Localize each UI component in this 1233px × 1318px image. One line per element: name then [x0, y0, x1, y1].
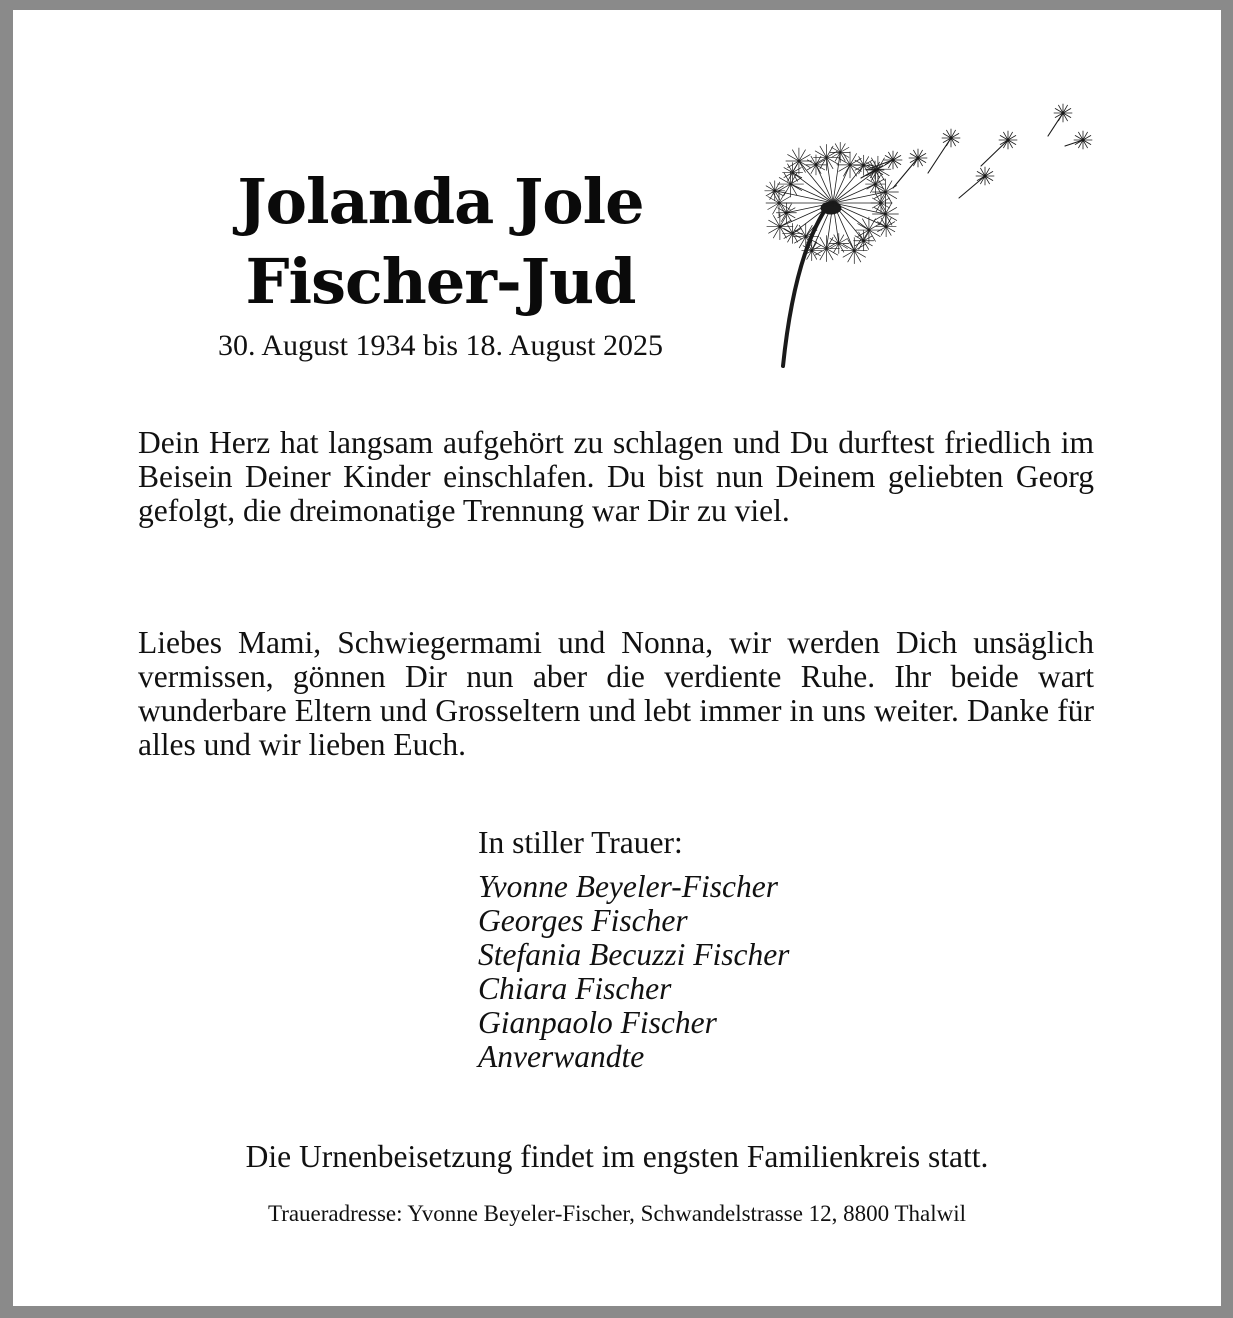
mourning-address: Traueradresse: Yvonne Beyeler-Fischer, Schwandelstrasse 12, 8800 Thalwil — [267, 1201, 967, 1226]
burial-note: Die Urnenbeisetzung findet im engsten Familienkreis statt. — [245, 1139, 989, 1174]
mourner-name: Stefania Becuzzi Fischer — [478, 937, 790, 972]
mourner-name: Yvonne Beyeler-Fischer — [478, 869, 778, 904]
dandelion-icon — [753, 98, 1093, 373]
mourner-name: Georges Fischer — [478, 903, 688, 938]
mourning-label: In stiller Trauer: — [478, 825, 683, 860]
life-dates: 30. August 1934 bis 18. August 2025 — [217, 329, 664, 362]
mourner-name: Gianpaolo Fischer — [478, 1005, 717, 1040]
obituary-page — [13, 10, 1221, 1306]
text-paragraph-1: Dein Herz hat langsam aufgehört zu schlagen und Du durftest friedlich im Beisein Deiner Kinder einschlafen. Du bist nun Deinem geliebten Georg gefolgt, die dreimonatige Trennung war Dir zu viel. — [138, 425, 1094, 528]
mourners-list — [478, 870, 789, 1074]
deceased-name-first: Jolanda Jole — [237, 165, 644, 238]
text-paragraph-2: Liebes Mami, Schwiegermami und Nonna, wir werden Dich unsäglich vermissen, gönnen Dir nun aber die verdiente Ruhe. Ihr beide wart wunderbare Eltern und Grosseltern und lebt immer in uns weiter. Danke für alles und wir lieben Euch. — [138, 625, 1094, 762]
mourner-name: Chiara Fischer — [478, 971, 672, 1006]
deceased-name-last: Fischer-Jud — [245, 245, 636, 318]
mourner-name: Anverwandte — [478, 1039, 645, 1074]
